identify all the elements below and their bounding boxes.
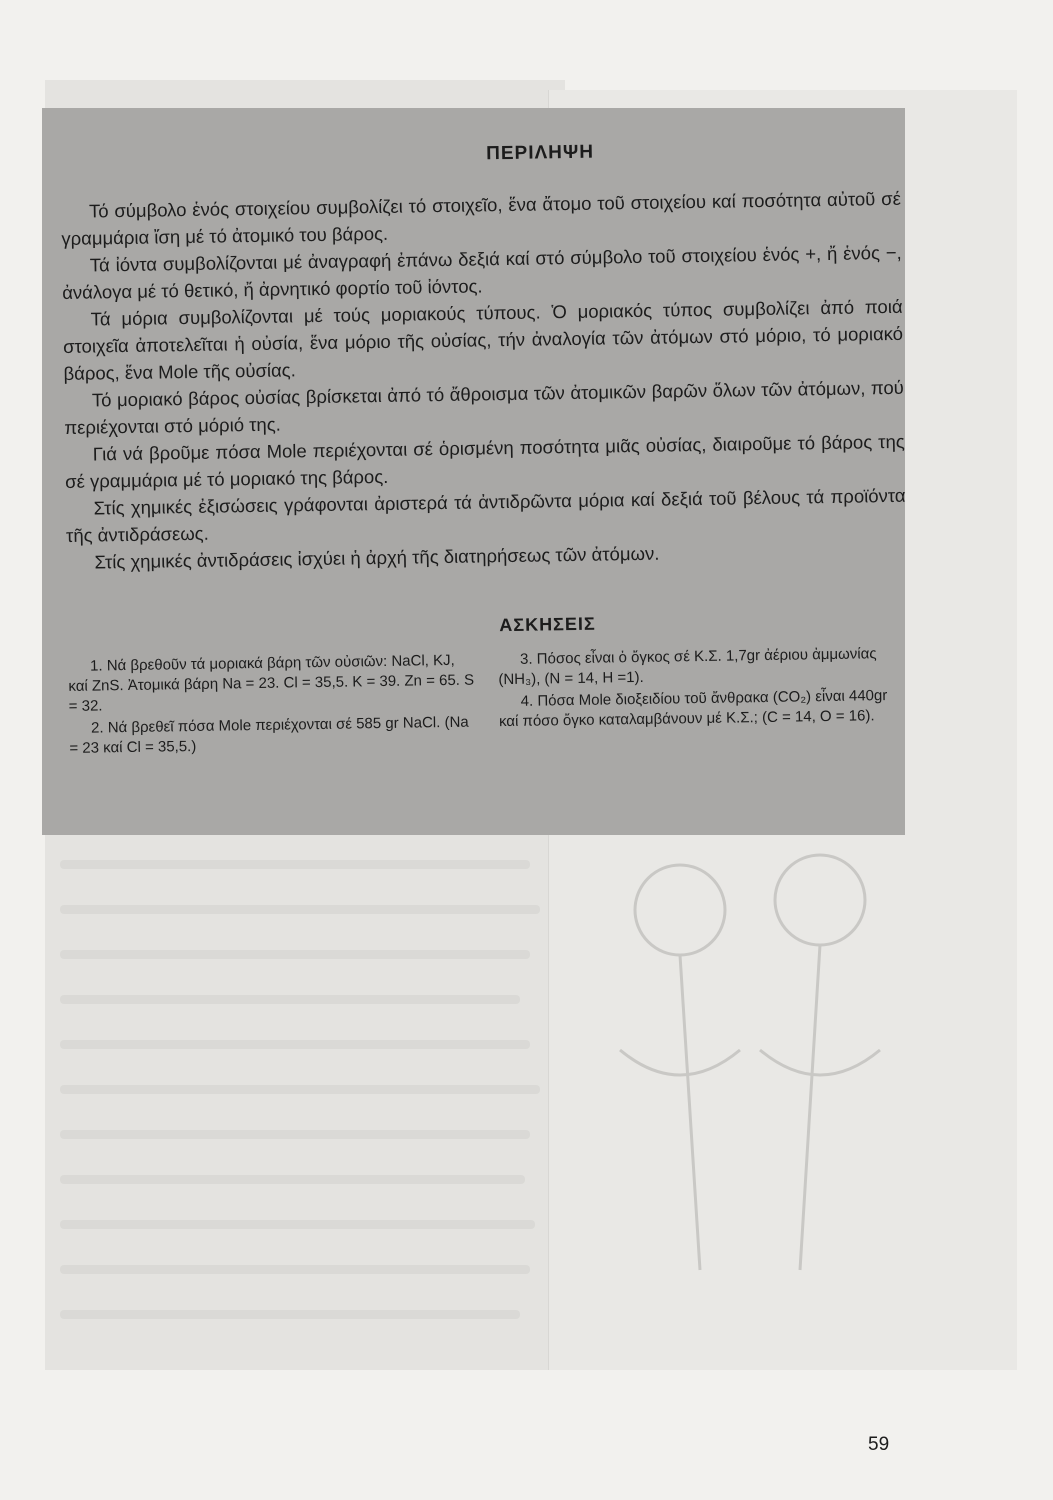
summary-paragraph: Τό μοριακό βάρος οὐσίας βρίσκεται ἀπό τό ἄθροισμα τῶν ἀτομικῶν βαρῶν ὅλων τῶν ἀτόμων, πού περιέχονται στό μόριό της. bbox=[64, 376, 904, 438]
bleed-through-line bbox=[60, 1040, 530, 1049]
summary-content bbox=[60, 137, 909, 761]
bleed-through-figure bbox=[560, 850, 1000, 1350]
page-number: 59 bbox=[868, 1434, 890, 1455]
bleed-through-line bbox=[60, 950, 530, 959]
exercise-item: 3. Πόσος εἶναι ὁ ὄγκος σέ Κ.Σ. 1,7gr ἀέριου ἀμμωνίας (NH₃), (N = 14, H =1). bbox=[498, 645, 877, 689]
bleed-through-line bbox=[60, 1085, 540, 1094]
summary-paragraph: Γιά νά βροῦμε πόσα Mole περιέχονται σέ ὁρισμένη ποσότητα μιᾶς οὐσίας, διαιροῦμε τό βάρος της σέ γραμμάρια μέ τό μοριακό της βάρος. bbox=[65, 430, 905, 492]
summary-heading: ΠΕΡΙΛΗΨΗ bbox=[486, 141, 595, 165]
exercises-column-right bbox=[498, 644, 910, 754]
exercise-item: 1. Νά βρεθοῦν τά μοριακά βάρη τῶν οὐσιῶν: NaCl, KJ, καί ZnS. Ἀτομικά βάρη Na = 23. Cl = 35,5. K = 39. Zn = 65. S = 32. bbox=[68, 651, 475, 715]
summary-paragraph: Τά ἰόντα συμβολίζονται μέ ἀναγραφή ἐπάνω δεξιά καί στό σύμβολο τοῦ στοιχείου ἑνός +, ἤ ἑνός −, ἀνάλογα μέ τό θετικό, ἤ ἀρνητικό φορτίο τοῦ ἰόντος. bbox=[62, 241, 902, 303]
bleed-through-line bbox=[60, 1175, 525, 1184]
bleed-through-line bbox=[60, 1130, 530, 1139]
bleed-through-line bbox=[60, 905, 540, 914]
bleed-through-line bbox=[60, 860, 530, 869]
summary-paragraph: Στίς χημικές ἐξισώσεις γράφονται ἀριστερά τά ἀντιδρῶντα μόρια καί δεξιά τοῦ βέλους τά προϊόντα τῆς ἀντιδράσεως. bbox=[65, 484, 906, 546]
summary-paragraph: Στίς χημικές ἀντιδράσεις ἰσχύει ἡ ἀρχή τῆς διατηρήσεως τῶν ἀτόμων. bbox=[94, 542, 660, 573]
bleed-through-line bbox=[60, 1265, 530, 1274]
bleed-through-line bbox=[60, 1310, 520, 1319]
exercise-item: 4. Πόσα Mole διοξειδίου τοῦ ἄνθρακα (CO₂) εἶναι 440gr καί πόσο ὄγκο καταλαμβάνουν μέ Κ.Σ.; (C = 14, O = 16). bbox=[498, 687, 888, 731]
exercises-column-left bbox=[68, 650, 480, 760]
bleed-through-line bbox=[60, 1220, 535, 1229]
exercise-item: 2. Νά βρεθεῖ πόσα Mole περιέχονται σέ 585 gr NaCl. (Na = 23 καί Cl = 35,5.) bbox=[69, 713, 469, 757]
bleed-through-line bbox=[60, 995, 520, 1004]
summary-paragraph: Τό σύμβολο ἑνός στοιχείου συμβολίζει τό στοιχεῖο, ἕνα ἄτομο τοῦ στοιχείου καί ποσότητα αὐτοῦ σέ γραμμάρια ἴση μέ τό ἀτομικό του βάρος. bbox=[61, 187, 902, 249]
exercises-list bbox=[68, 644, 910, 761]
summary-paragraph: Τά μόρια συμβολίζονται μέ τούς μοριακούς τύπους. Ὁ μοριακός τύπος συμβολίζει ἀπό ποιά στοιχεῖα ἀποτελεῖται ἡ οὐσία, ἕνα μόριο τῆς οὐσίας, τήν ἀναλογία τῶν ἀτόμων στό μόριο, τό μοριακό βάρος, ἕνα Mole τῆς οὐσίας. bbox=[62, 295, 904, 384]
exercises-heading: ΑΣΚΗΣΕΙΣ bbox=[499, 613, 596, 636]
